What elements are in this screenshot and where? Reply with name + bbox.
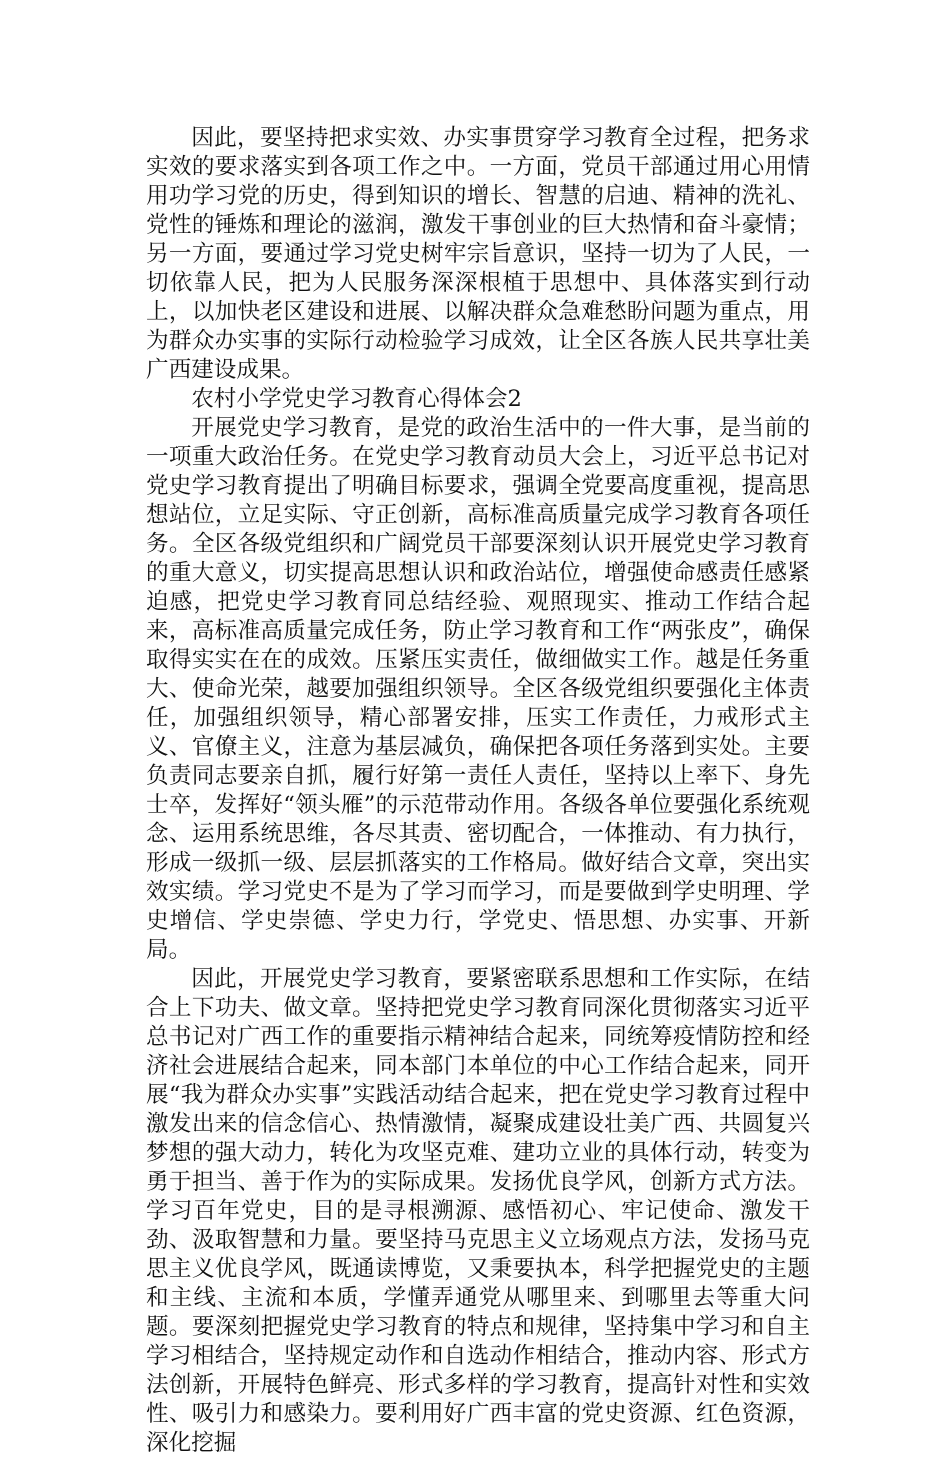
paragraph-2: 开展党史学习教育，是党的政治生活中的一件大事，是当前的一项重大政治任务。在党史学习教育动员大会上，习近平总书记对党史学习教育提出了明确目标要求，强调全党要高度重视，提高思想站位，立足实际、守正创新，高标准高质量完成学习教育各项任务。全区各级党组织和广阔党员干部要深刻认识开展党史学习教育的重大意义，切实提高思想认识和政治站位，增强使命感责任感紧迫感，把党史学习教育同总结经验、观照现实、推动工作结合起来，高标准高质量完成任务，防止学习教育和工作“两张皮”，确保取得实实在在的成效。压紧压实责任，做细做实工作。越是任务重大、使命光荣，越要加强组织领导。全区各级党组织要强化主体责任，加强组织领导，精心部署安排，压实工作责任，力戒形式主义、官僚主义，注意为基层减负，确保把各项任务落到实处。主要负责同志要亲自抓，履行好第一责任人责任，坚持以上率下、身先士卒，发挥好“领头雁”的示范带动作用。各级各单位要强化系统观念、运用系统思维，各尽其责、密切配合，一体推动、有力执行，形成一级抓一级、层层抓落实的工作格局。做好结合文章，突出实效实绩。学习党史不是为了学习而学习，而是要做到学史明理、学史增信、学史崇德、学史力行，学党史、悟思想、办实事、开新局。 [146,415,810,963]
paragraph-1: 因此，要坚持把求实效、办实事贯穿学习教育全过程，把务求实效的要求落实到各项工作之中。一方面，党员干部通过用心用情用功学习党的历史，得到知识的增长、智慧的启迪、精神的洗礼、党性的锤炼和理论的滋润，激发干事创业的巨大热情和奋斗豪情；另一方面，要通过学习党史树牢宗旨意识，坚持一切为了人民，一切依靠人民，把为人民服务深深根植于思想中、具体落实到行动上，以加快老区建设和进展、以解决群众急难愁盼问题为重点，用为群众办实事的实际行动检验学习成效，让全区各族人民共享壮美广西建设成果。 [146,125,810,383]
document-page [146,124,810,1458]
paragraph-3: 因此，开展党史学习教育，要紧密联系思想和工作实际，在结合上下功夫、做文章。坚持把党史学习教育同深化贯彻落实习近平总书记对广西工作的重要指示精神结合起来，同统筹疫情防控和经济社会进展结合起来，同本部门本单位的中心工作结合起来，同开展“我为群众办实事”实践活动结合起来，把在党史学习教育过程中激发出来的信念信心、热情激情，凝聚成建设壮美广西、共圆复兴梦想的强大动力，转化为攻坚克难、建功立业的具体行动，转变为勇于担当、善于作为的实际成果。发扬优良学风，创新方式方法。学习百年党史，目的是寻根溯源、感悟初心、牢记使命、激发干劲、汲取智慧和力量。要坚持马克思主义立场观点方法，发扬马克思主义优良学风，既通读博览，又秉要执本，科学把握党史的主题和主线、主流和本质，学懂弄通党从哪里来、到哪里去等重大问题。要深刻把握党史学习教育的特点和规律，坚持集中学习和自主学习相结合，坚持规定动作和自选动作相结合，推动内容、形式方法创新，开展特色鲜亮、形式多样的学习教育，提高针对性和实效性、吸引力和感染力。要利用好广西丰富的党史资源、红色资源，深化挖掘 [146,966,810,1456]
section-heading: 农村小学党史学习教育心得体会2 [191,386,522,412]
